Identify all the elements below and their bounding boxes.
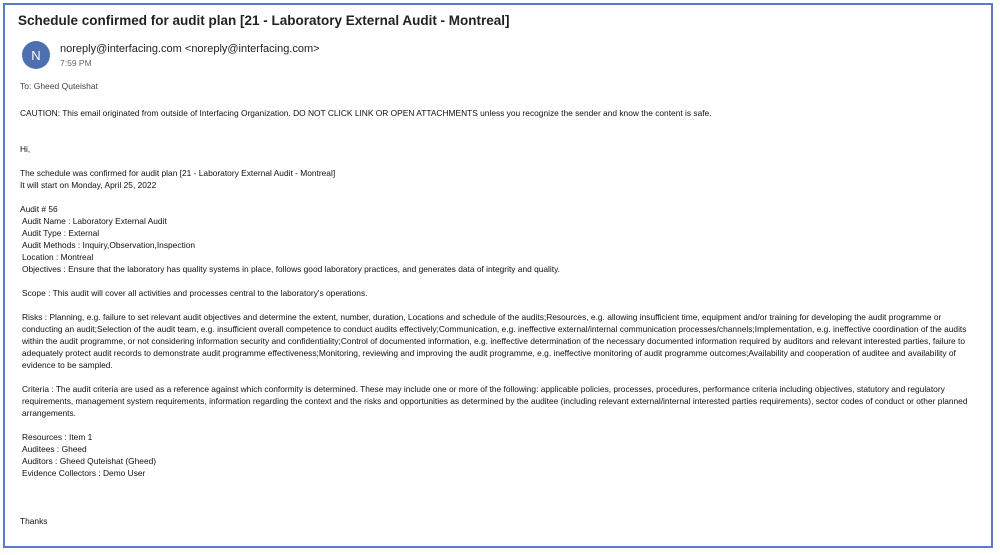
greeting: Hi, (20, 144, 31, 154)
audit-type: Audit Type : External (22, 228, 100, 238)
audit-auditors: Auditors : Gheed Quteishat (Gheed) (22, 456, 157, 466)
caution-notice: CAUTION: This email originated from outside of Interfacing Organization. DO NOT CLICK LINK OR OPEN ATTACHMENTS unless you recognize the sender and know the content is safe. (20, 108, 712, 118)
email-subject: Schedule confirmed for audit plan [21 - Laboratory External Audit - Montreal] (18, 13, 510, 28)
recipient-line (20, 81, 98, 91)
closing: Thanks (20, 516, 48, 526)
audit-resources: Resources : Item 1 (22, 432, 93, 442)
email-window (3, 3, 993, 548)
sent-time: 7:59 PM (60, 58, 92, 68)
confirm-line: The schedule was confirmed for audit plan [21 - Laboratory External Audit - Montreal] (20, 168, 336, 178)
audit-methods: Audit Methods : Inquiry,Observation,Inspection (22, 240, 196, 250)
recipient-name[interactable]: Gheed Quteishat (33, 81, 98, 91)
email-body (20, 107, 970, 527)
audit-scope: Scope : This audit will cover all activities and processes central to the laboratory's operations. (22, 288, 368, 298)
sender-avatar[interactable]: N (22, 41, 50, 69)
audit-number: Audit # 56 (20, 204, 58, 214)
audit-location: Location : Montreal (22, 252, 94, 262)
audit-risks: Risks : Planning, e.g. failure to set relevant audit objectives and determine the extent, number, duration, Locations and schedule of the audits;Resources, e.g. allowing insufficient time, equipment and/or training for developing the audit programme or conducting an audit;Selection of the audit team, e.g. insufficient overall competence to conduct audits effectively;Communication, e.g. ineffective external/internal communication processes/channels;Implementation, e.g. ineffective coordination of the audits within the audit programme, or not considering information security and confidentiality;Control of documented information, e.g. ineffective determination of the necessary documented information required by auditors and relevant interested parties, failure to adequately protect audit records to demonstrate audit programme effectiveness;Monitoring, reviewing and improving the audit programme, e.g. ineffective monitoring of audit programme outcomes;Availability and cooperation of auditee and availability of evidence to be sampled. (22, 312, 967, 370)
audit-criteria: Criteria : The audit criteria are used as a reference against which conformity is determined. These may include one or more of the following: applicable policies, processes, procedures, performance criteria including objectives, statutory and regulatory requirements, management system requirements, information regarding the context and the risks and opportunities as determined by the auditee (including relevant external/internal interested parties requirements), sector codes of conduct or other planned arrangements. (22, 384, 968, 418)
audit-name: Audit Name : Laboratory External Audit (22, 216, 167, 226)
start-line: It will start on Monday, April 25, 2022 (20, 180, 157, 190)
to-label: To: (20, 81, 32, 91)
sender-address[interactable]: noreply@interfacing.com <noreply@interfacing.com> (60, 43, 320, 55)
audit-evidence-collectors: Evidence Collectors : Demo User (22, 468, 146, 478)
audit-objectives: Objectives : Ensure that the laboratory has quality systems in place, follows good laboratory practices, and generates data of integrity and quality. (22, 264, 560, 274)
audit-auditees: Auditees : Gheed (22, 444, 87, 454)
